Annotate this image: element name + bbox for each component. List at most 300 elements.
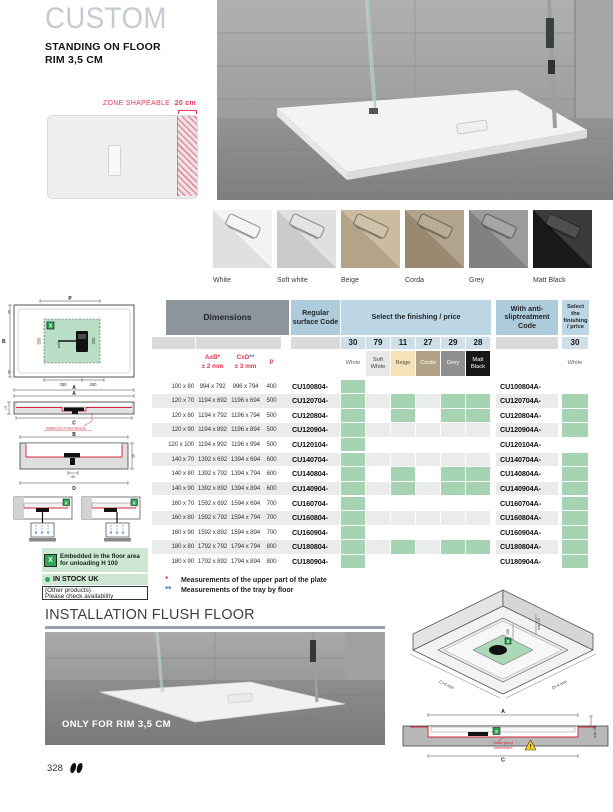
price-table	[152, 300, 589, 572]
isometric-recess	[410, 590, 596, 698]
in-stock-label: IN STOCK UK	[53, 576, 99, 583]
stock-cell-available	[391, 409, 415, 422]
antislip-code-cell: CU100804A-	[500, 381, 541, 391]
antislip-color: White	[562, 351, 588, 376]
stock-cell-empty	[391, 453, 415, 466]
swatch-image	[341, 210, 400, 268]
stock-cell-empty	[391, 511, 415, 524]
stock-cell-available	[466, 540, 490, 553]
finish-swatch-matt-black	[533, 210, 592, 284]
table-row-140x90	[152, 481, 589, 496]
antislip-stock-available	[562, 555, 588, 568]
cxd-cell: 1594 x 794	[230, 514, 261, 522]
dim-550: 550	[36, 337, 42, 345]
p-cell: 700	[266, 528, 277, 536]
tray-drain-cover	[228, 693, 253, 703]
swatch-label: Corda	[405, 277, 425, 284]
installation-drawing	[398, 588, 613, 768]
table-row-160x70	[152, 496, 589, 511]
swatch-label: Matt Black	[533, 277, 566, 284]
swatch-label: White	[213, 277, 231, 284]
antislip-stock-available	[562, 526, 588, 539]
dim-label-a: A	[72, 385, 76, 391]
stock-cell-available	[341, 482, 365, 495]
stock-cell-empty	[466, 555, 490, 568]
p-cell: 800	[266, 558, 277, 566]
zone-shapeable-label	[47, 100, 196, 107]
antislip-code-cell: CU180904A-	[500, 557, 541, 567]
stock-cell-empty	[441, 438, 465, 451]
dim-cell: 160 x 90	[171, 528, 194, 536]
stock-cell-empty	[416, 423, 440, 436]
stock-cell-empty	[441, 511, 465, 524]
finishing-num-79: 79	[366, 337, 390, 349]
technical-drawings	[0, 295, 150, 545]
axb-cell: 1792 x 892	[197, 558, 228, 566]
stock-cell-empty	[416, 409, 440, 422]
antislip-code-cell: CU180804A-	[500, 542, 541, 552]
antislip-code-cell: CU120704A-	[500, 396, 541, 406]
cxd-cell: 1196 x 994	[231, 441, 260, 449]
stock-cell-empty	[416, 511, 440, 524]
stock-cell-empty	[366, 511, 390, 524]
embedded-zone-icon-label: X	[48, 323, 53, 330]
cxd-cell: 1594 x 894	[230, 528, 261, 536]
stock-cell-available	[391, 540, 415, 553]
stock-cell-empty	[416, 497, 440, 510]
stock-cell-empty	[366, 467, 390, 480]
subheader-p: P	[269, 359, 274, 366]
cs-membrane-label-1: Waterproof	[493, 740, 513, 745]
stock-cell-available	[466, 482, 490, 495]
product-subtitle	[45, 41, 161, 67]
cxd-cell: 996 x 794	[232, 382, 259, 390]
numrow-spacer	[291, 337, 340, 349]
stock-cell-available	[341, 409, 365, 422]
cs-membrane-label-2: membrane	[493, 745, 513, 750]
dim-35-top: 35	[7, 310, 12, 314]
section2-label-d: D	[72, 486, 76, 492]
cxd-cell: 1196 x 794	[231, 411, 260, 419]
antislip-code-cell: CU140904A-	[500, 483, 541, 493]
page-footer	[47, 762, 84, 774]
stock-cell-available	[341, 423, 365, 436]
cs-dim-min35: min 35	[593, 726, 597, 738]
p-cell: 500	[266, 411, 277, 419]
dim-cell: 140 x 70	[171, 455, 194, 463]
drawing-section-floor	[4, 391, 134, 431]
finishing-num-27: 27	[416, 337, 440, 349]
p-cell: 600	[266, 470, 277, 478]
drawing-detail-right	[82, 497, 140, 542]
antislip-stock-available	[562, 409, 588, 422]
stock-cell-available	[441, 540, 465, 553]
header-select-finishing: Select the finishing / price	[341, 300, 491, 335]
table-row-120x90	[152, 423, 589, 438]
stock-cell-available	[441, 394, 465, 407]
table-row-160x90	[152, 525, 589, 540]
dim-cell: 120 x 70	[171, 397, 194, 405]
note-tray	[165, 585, 293, 594]
stock-cell-empty	[366, 540, 390, 553]
swatch-image	[213, 210, 272, 268]
stock-cell-empty	[466, 423, 490, 436]
dim-cell: 140 x 80	[171, 470, 194, 478]
p-cell: 800	[266, 543, 277, 551]
stock-cell-empty	[416, 438, 440, 451]
stock-cell-empty	[416, 555, 440, 568]
dim-label-p: P	[68, 295, 72, 302]
dim-35-bottom: 35	[7, 370, 12, 374]
stock-cell-empty	[366, 423, 390, 436]
stock-cell-empty	[416, 526, 440, 539]
stock-cell-empty	[441, 497, 465, 510]
stock-cell-available	[466, 394, 490, 407]
table-row-120x100	[152, 437, 589, 452]
code-cell: CU140704-	[292, 454, 328, 464]
finishing-color-79: Soft White	[366, 351, 390, 376]
stock-dot-icon	[45, 577, 50, 582]
code-cell: CU120804-	[292, 410, 328, 420]
note-text-1: Measurements of the upper part of the plate	[180, 577, 327, 584]
p-cell: 700	[266, 499, 277, 507]
subtitle-line-1: STANDING ON FLOOR	[45, 41, 161, 53]
iso-dim-100: 100	[506, 628, 510, 636]
cxd-cell: 1394 x 894	[230, 484, 261, 492]
dim-cell: 120 x 80	[171, 411, 194, 419]
finish-swatch-soft-white	[277, 210, 336, 284]
legend-embedded	[42, 548, 148, 572]
antislip-code-cell: CU160804A-	[500, 513, 541, 523]
axb-cell: 1194 x 992	[198, 441, 227, 449]
antislip-code-cell: CU160904A-	[500, 527, 541, 537]
dim-350: 350	[59, 382, 67, 387]
stock-cell-empty	[441, 555, 465, 568]
table-row-120x80	[152, 408, 589, 423]
drawing-top-view	[2, 296, 134, 392]
dim-13: 13	[4, 406, 8, 410]
antislip-code-cell: CU140804A-	[500, 469, 541, 479]
dim-label-b: B	[2, 339, 6, 345]
axb-cell: 1792 x 792	[197, 543, 228, 551]
dim-cell: 120 x 100	[168, 441, 194, 449]
antislip-stock-available	[562, 394, 588, 407]
section1-label-c: C	[72, 420, 76, 427]
antislip-stock-empty	[562, 380, 588, 393]
finishing-color-11: Beige	[391, 351, 415, 376]
antislip-code-cell: CU140704A-	[500, 454, 541, 464]
numrow-spacer	[152, 337, 195, 349]
axb-cell: 1194 x 892	[198, 426, 227, 434]
header-antislip-code: With anti-sliptreatment Code	[496, 300, 558, 335]
antislip-stock-available	[562, 511, 588, 524]
stock-cell-empty	[466, 380, 490, 393]
cs-label-a: A	[501, 709, 505, 715]
cxd-cell: 1196 x 894	[231, 426, 260, 434]
dim-260: 260	[91, 337, 96, 345]
dim-cell: 100 x 80	[171, 382, 194, 390]
iso-dim-min15: min 15	[537, 618, 541, 630]
finishing-color-27: Corda	[416, 351, 440, 376]
dim-cell: 180 x 90	[171, 558, 194, 566]
svg-text:X: X	[132, 500, 136, 506]
stock-cell-empty	[366, 555, 390, 568]
dim-drain-diameter: ø40	[57, 341, 61, 349]
product-photo-top	[217, 0, 613, 200]
note-plate	[165, 575, 327, 584]
legend-embedded-text: Embedded in the floor area for unloading H 100	[60, 552, 140, 567]
note-text-2: Measurements of the tray by floor	[180, 587, 294, 594]
p-cell: 700	[266, 514, 277, 522]
cxd-cell: 1794 x 894	[230, 558, 261, 566]
drawing-detail-left	[14, 497, 72, 542]
table-row-180x80	[152, 540, 589, 555]
header-regular-code: Regular surface Code	[291, 300, 340, 335]
finishing-num-11: 11	[391, 337, 415, 349]
axb-cell: 1592 x 792	[197, 514, 228, 522]
antislip-code-cell: CU120104A-	[500, 440, 541, 450]
stock-cell-empty	[391, 438, 415, 451]
stock-cell-empty	[416, 453, 440, 466]
table-row-140x70	[152, 452, 589, 467]
cxd-cell: 1794 x 794	[230, 543, 261, 551]
page-title: CUSTOM	[45, 2, 167, 35]
finishing-num-29: 29	[441, 337, 465, 349]
stock-cell-empty	[416, 482, 440, 495]
stock-cell-empty	[466, 511, 490, 524]
stock-cell-available	[341, 540, 365, 553]
table-row-120x70	[152, 394, 589, 409]
swatch-label: Soft white	[277, 277, 308, 284]
p-cell: 500	[266, 397, 277, 405]
dim-cell: 160 x 70	[171, 499, 194, 507]
stock-cell-empty	[366, 453, 390, 466]
installation-heading: INSTALLATION FLUSH FLOOR	[45, 606, 255, 623]
p-cell: 600	[266, 455, 277, 463]
stock-cell-available	[341, 394, 365, 407]
stock-cell-available	[341, 438, 365, 451]
swatch-label: Grey	[469, 277, 485, 284]
p-cell: 400	[266, 382, 277, 390]
stock-cell-available	[441, 467, 465, 480]
stock-cell-available	[341, 467, 365, 480]
finish-swatch-beige	[341, 210, 400, 284]
stock-cell-empty	[366, 380, 390, 393]
heading-rule	[45, 626, 385, 629]
axb-cell: 1392 x 692	[197, 455, 228, 463]
zone-value: 20 cm	[174, 100, 196, 107]
other-products-line1: (Other products)	[45, 586, 91, 594]
swatch-image	[469, 210, 528, 268]
stock-cell-available	[341, 497, 365, 510]
finishing-color-30: White	[341, 351, 365, 376]
antislip-stock-available	[562, 453, 588, 466]
code-cell: CU160804-	[292, 513, 328, 523]
stock-cell-available	[391, 467, 415, 480]
code-cell: CU180904-	[292, 557, 328, 567]
stock-cell-empty	[391, 555, 415, 568]
section1-label-a: A	[72, 391, 76, 397]
iso-dim-d4: D+4 mm	[551, 678, 568, 691]
axb-cell: 1592 x 692	[197, 499, 228, 507]
antislip-stock-available	[562, 467, 588, 480]
p-cell: 500	[266, 441, 277, 449]
numrow-spacer	[262, 337, 281, 349]
stock-cell-empty	[366, 438, 390, 451]
stock-cell-empty	[466, 526, 490, 539]
subheader-cxd: CxD** ± 3 mm	[234, 354, 257, 370]
swatch-image	[533, 210, 592, 268]
stock-cell-available	[341, 511, 365, 524]
numrow-spacer	[229, 337, 262, 349]
cxd-cell: 1594 x 694	[230, 499, 261, 507]
antislip-stock-available	[562, 423, 588, 436]
svg-text:!: !	[529, 744, 532, 751]
finish-swatch-white	[213, 210, 272, 284]
swatch-image	[405, 210, 464, 268]
brand-logo-icon	[69, 762, 84, 774]
cs-label-c: C	[501, 757, 505, 764]
cxd-cell: 1394 x 694	[230, 455, 261, 463]
stock-cell-empty	[416, 380, 440, 393]
dim-cell: 140 x 90	[171, 484, 194, 492]
other-products-line2: Please check availability	[45, 593, 114, 601]
numrow-spacer	[196, 337, 229, 349]
header-dimensions: Dimensions	[166, 300, 289, 335]
dim-40: 40	[70, 475, 76, 479]
stock-cell-available	[466, 409, 490, 422]
stock-cell-empty	[441, 453, 465, 466]
stock-cell-empty	[416, 540, 440, 553]
axb-cell: 994 x 792	[199, 382, 226, 390]
note-mark-red: *	[165, 575, 169, 584]
table-row-160x80	[152, 511, 589, 526]
finishing-color-29: Grey	[441, 351, 465, 376]
stock-cell-empty	[466, 453, 490, 466]
page-number: 328	[47, 762, 63, 774]
dim-250: 250	[89, 382, 97, 387]
stock-cell-available	[466, 467, 490, 480]
legend-in-stock	[42, 574, 148, 585]
swatch-label: Beige	[341, 277, 359, 284]
stock-cell-empty	[391, 423, 415, 436]
table-row-140x80	[152, 467, 589, 482]
cxd-cell: 1394 x 794	[230, 470, 261, 478]
dim-cell: 160 x 80	[171, 514, 194, 522]
section2-label-b: B	[72, 432, 76, 438]
code-cell: CU100804-	[292, 381, 328, 391]
finish-swatch-corda	[405, 210, 464, 284]
zone-label-text: ZONE SHAPEABLE	[102, 100, 171, 107]
waterproof-membrane-label: Waterproof membrane	[46, 425, 86, 431]
code-cell: CU160704-	[292, 498, 328, 508]
stock-cell-empty	[391, 526, 415, 539]
svg-text:X: X	[494, 729, 499, 734]
table-row-100x80	[152, 379, 589, 394]
stock-cell-empty	[366, 409, 390, 422]
finish-swatch-grey	[469, 210, 528, 284]
swatch-image	[277, 210, 336, 268]
subtitle-line-2: RIM 3,5 CM	[45, 54, 104, 67]
axb-cell: 1194 x 692	[198, 397, 227, 405]
stock-cell-empty	[466, 438, 490, 451]
stock-cell-empty	[366, 497, 390, 510]
code-cell: CU140804-	[292, 469, 328, 479]
p-cell: 500	[266, 426, 277, 434]
stock-cell-available	[441, 409, 465, 422]
stock-cell-available	[391, 482, 415, 495]
cross-section	[403, 709, 608, 764]
p-cell: 600	[266, 484, 277, 492]
antislip-stock-available	[562, 497, 588, 510]
dim-cell: 180 x 80	[171, 543, 194, 551]
header-select-finishing-2: Select the finishing / price	[562, 300, 589, 335]
stock-cell-empty	[366, 482, 390, 495]
stock-cell-empty	[441, 526, 465, 539]
code-cell: CU120704-	[292, 396, 328, 406]
legend-other-products	[42, 586, 148, 600]
svg-text:X: X	[506, 638, 510, 644]
finishing-num-30: 30	[341, 337, 365, 349]
shapeable-hatch-zone	[177, 116, 197, 196]
stock-cell-available	[441, 482, 465, 495]
stock-cell-available	[391, 394, 415, 407]
stock-cell-empty	[366, 526, 390, 539]
finishing-color-28: Matt Black	[466, 351, 490, 376]
antislip-stock-available	[562, 482, 588, 495]
stock-cell-available	[341, 526, 365, 539]
zone-shapeable-diagram	[47, 115, 198, 199]
table-row-180x90	[152, 554, 589, 569]
iso-dim-c4: C+4 mm	[438, 678, 455, 691]
code-cell: CU160904-	[292, 527, 328, 537]
code-cell: CU120904-	[292, 425, 328, 435]
svg-text:X: X	[64, 500, 68, 506]
finishing-num-28: 28	[466, 337, 490, 349]
numrow-spacer	[496, 337, 558, 349]
stock-cell-available	[341, 555, 365, 568]
drawing-section-recessed	[20, 432, 136, 492]
photo-caption: ONLY FOR RIM 3,5 CM	[62, 719, 171, 730]
embedded-icon: X	[44, 554, 57, 567]
antislip-code-cell: CU160704A-	[500, 498, 541, 508]
stock-cell-empty	[466, 497, 490, 510]
stock-cell-empty	[416, 394, 440, 407]
axb-cell: 1392 x 892	[197, 484, 228, 492]
stock-cell-empty	[391, 380, 415, 393]
dim-cell: 120 x 90	[171, 426, 194, 434]
stock-cell-empty	[416, 467, 440, 480]
note-mark-blue: **	[165, 585, 172, 594]
axb-cell: 1592 x 892	[197, 528, 228, 536]
stock-cell-available	[341, 380, 365, 393]
stock-cell-empty	[441, 423, 465, 436]
cxd-cell: 1196 x 694	[231, 397, 260, 405]
axb-cell: 1194 x 792	[198, 411, 227, 419]
zone-dimension-bracket	[178, 110, 197, 114]
stock-cell-available	[341, 453, 365, 466]
tray-drain	[108, 145, 121, 176]
antislip-code-cell: CU120804A-	[500, 410, 541, 420]
axb-cell: 1392 x 792	[197, 470, 228, 478]
dim-26: 26	[131, 454, 136, 458]
code-cell: CU140904-	[292, 483, 328, 493]
stock-cell-empty	[391, 497, 415, 510]
antislip-stock-empty	[562, 438, 588, 451]
stock-cell-empty	[366, 394, 390, 407]
antislip-num-30: 30	[562, 337, 588, 349]
subheader-axb: AxB* ± 2 mm	[201, 354, 224, 370]
